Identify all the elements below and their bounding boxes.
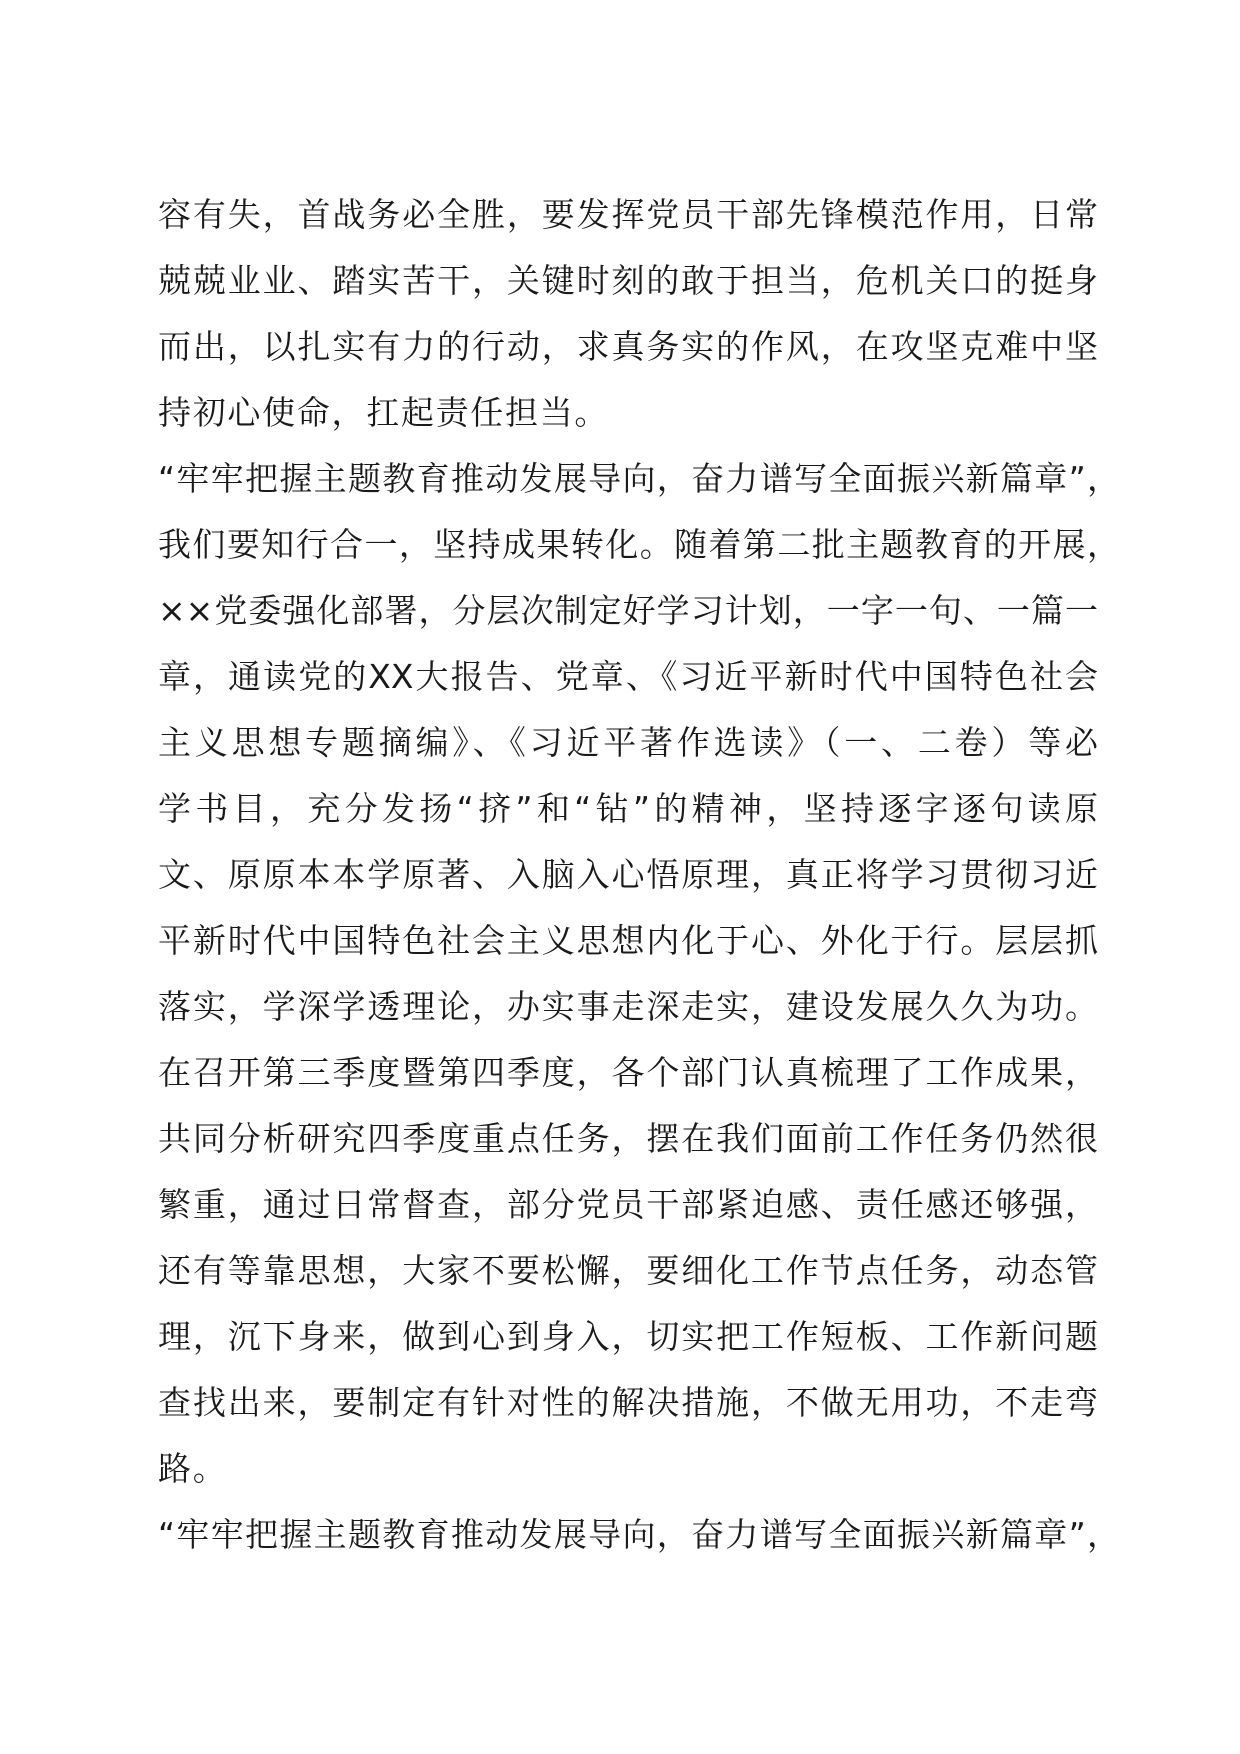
text-line: 理，沉下身来，做到心到身入，切实把工作短板、工作新问题 [158,1317,1098,1356]
text-line: 路。 [158,1449,228,1488]
text-line: 章，通读党的XX大报告、党章、《习近平新时代中国特色社会 [158,657,1098,696]
text-line: “牢牢把握主题教育推动发展导向，奋力谱写全面振兴新篇章”， [158,459,1120,498]
text-line: 共同分析研究四季度重点任务，摆在我们面前工作任务仍然很 [158,1119,1098,1158]
text-line: 而出，以扎实有力的行动，求真务实的作风，在攻坚克难中坚 [158,327,1098,366]
text-line: 繁重，通过日常督查，部分党员干部紧迫感、责任感还够强， [158,1185,1098,1224]
text-line: 还有等靠思想，大家不要松懈，要细化工作节点任务，动态管 [158,1251,1098,1290]
text-line: 兢兢业业、踏实苦干，关键时刻的敢于担当，危机关口的挺身 [158,261,1098,300]
text-line: “牢牢把握主题教育推动发展导向，奋力谱写全面振兴新篇章”， [158,1515,1120,1554]
text-line: 主义思想专题摘编》、《习近平著作选读》（一、二卷）等必 [158,723,1098,762]
text-line: 学书目，充分发扬“挤”和“钻”的精神，坚持逐字逐句读原 [158,789,1098,828]
text-line: 我们要知行合一，坚持成果转化。随着第二批主题教育的开展， [158,525,1120,564]
text-line: 文、原原本本学原著、入脑入心悟原理，真正将学习贯彻习近 [158,855,1098,894]
text-line: 查找出来，要制定有针对性的解决措施，不做无用功，不走弯 [158,1383,1098,1422]
text-line: 容有失，首战务必全胜，要发挥党员干部先锋模范作用，日常 [158,195,1098,234]
text-line: 落实，学深学透理论，办实事走深走实，建设发展久久为功。 [158,987,1098,1026]
text-line: 持初心使命，扛起责任担当。 [158,393,610,432]
text-line: 在召开第三季度暨第四季度，各个部门认真梳理了工作成果， [158,1053,1098,1092]
text-line: 平新时代中国特色社会主义思想内化于心、外化于行。层层抓 [158,921,1098,960]
text-line: ××党委强化部署，分层次制定好学习计划，一字一句、一篇一 [158,591,1098,630]
